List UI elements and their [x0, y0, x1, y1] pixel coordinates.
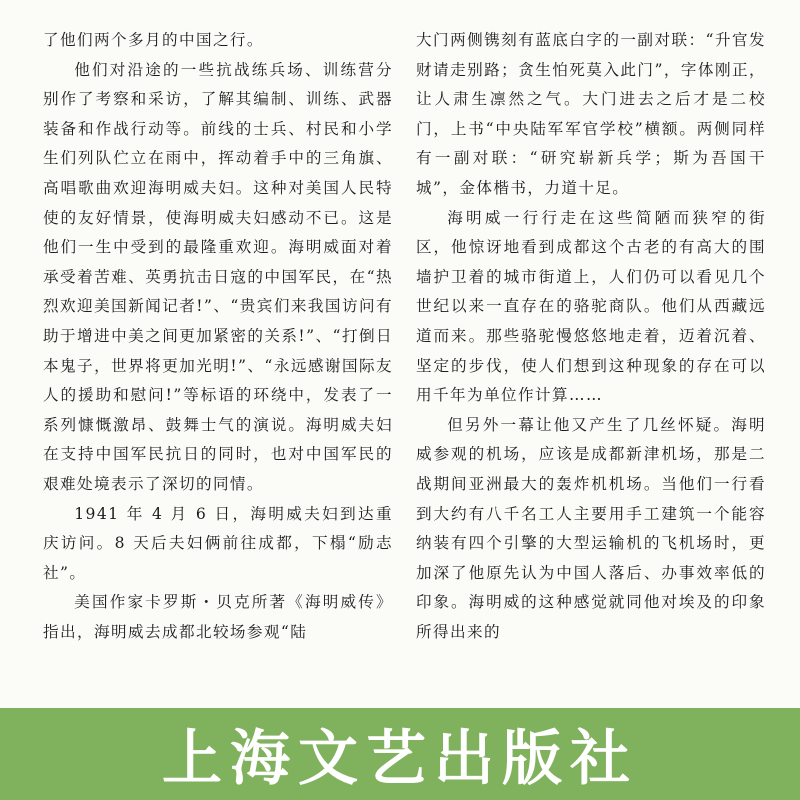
publisher-name: 上海文艺出版社 [162, 724, 638, 794]
paragraph: 1941 年 4 月 6 日，海明威夫妇到达重庆访问。8 天后夫妇俩前往成都，下榻“励志社”。 [43, 504, 393, 582]
paragraph: 了他们两个多月的中国之行。 [43, 31, 264, 49]
publisher-banner [0, 708, 800, 800]
paragraph: 大门两侧镌刻有蓝底白字的一副对联：“升官发财请走别路；贪生怕死莫入此门”，字体刚正，让人肃生凛然之气。大门进去之后才是二校门，上书“中央陆军军官学校”横额。两侧同样有一副对联：“研究崭新兵学；斯为吾国干城”，金体楷书，力道十足。 [416, 31, 766, 197]
paragraph: 美国作家卡罗斯・贝克所著《海明威传》指出，海明威去成都北较场参观“陆 [43, 593, 393, 641]
paragraph: 但另外一幕让他又产生了几丝怀疑。海明威参观的机场，应该是成都新津机场，那是二战期间亚洲最大的轰炸机机场。当他们一行看到大约有八千名工人主要用手工建筑一个能容纳装有四个引擎的大型运输机的飞机场时，更加深了他原先认为中国人落后、办事效率低的印象。海明威的这种感觉就同他对埃及的印象所得出来的 [416, 415, 766, 641]
right-text-column [416, 26, 766, 647]
paragraph: 他们对沿途的一些抗战练兵场、训练营分别作了考察和采访，了解其编制、训练、武器装备和作战行动等。前线的士兵、村民和小学生们列队伫立在雨中，挥动着手中的三角旗、高唱歌曲欢迎海明威夫妇。这种对美国人民特使的友好情景，使海明威夫妇感动不已。这是他们一生中受到的最隆重欢迎。海明威面对着承受着苦难、英勇抗击日寇的中国军民，在“热烈欢迎美国新闻记者!”、“贵宾们来我国访问有助于增进中美之间更加紧密的关系!”、“打倒日本鬼子，世界将更加光明!”、“永远感谢国际友人的援助和慰问!”等标语的环绕中，发表了一系列慷慨激昂、鼓舞士气的演说。海明威夫妇在支持中国军民抗日的同时，也对中国军民的艰难处境表示了深切的同情。 [43, 60, 393, 493]
paragraph: 海明威一行行走在这些简陋而狭窄的街区，他惊讶地看到成都这个古老的有高大的围墙护卫着的城市街道上，人们仍可以看见几个世纪以来一直存在的骆驼商队。他们从西藏远道而来。那些骆驼慢悠悠地走着，迈着沉着、坚定的步伐，使人们想到这种现象的存在可以用千年为单位作计算…… [416, 208, 766, 405]
left-text-column [43, 26, 393, 647]
